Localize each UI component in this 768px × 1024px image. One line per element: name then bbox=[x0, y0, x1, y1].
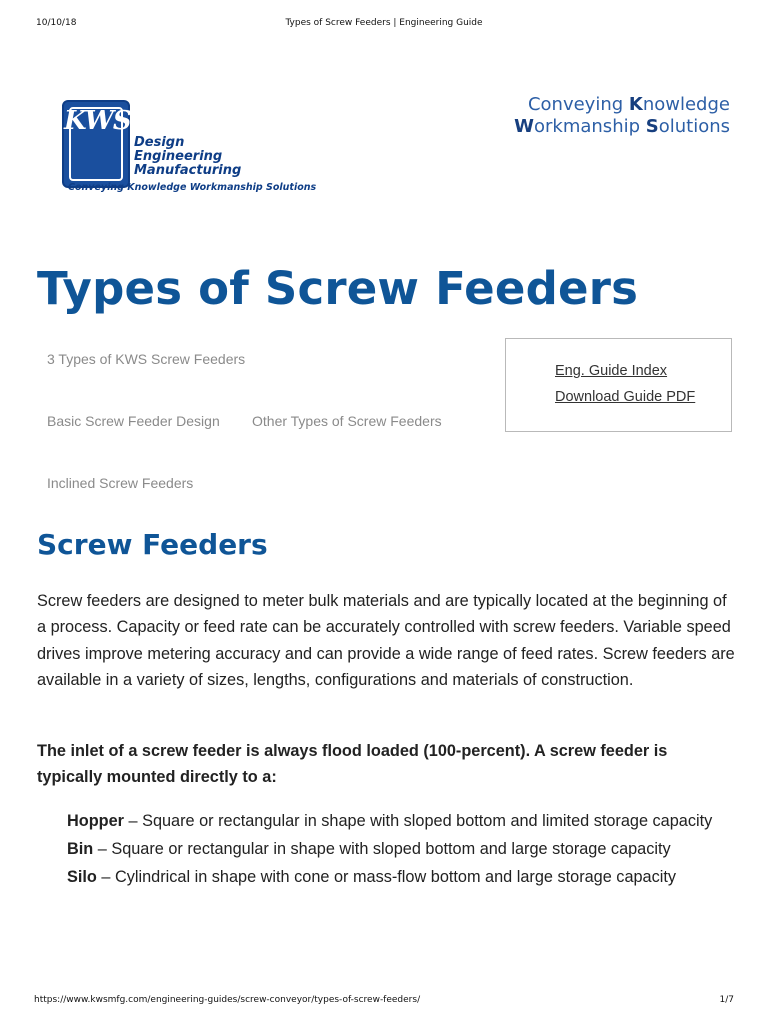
list-item-bin: Bin – Square or rectangular in shape with sloped bottom and large storage capacity bbox=[67, 840, 671, 858]
toc-link-other-types[interactable]: Other Types of Screw Feeders bbox=[252, 413, 442, 429]
print-title: Types of Screw Feeders | Engineering Guide bbox=[285, 18, 483, 28]
section-heading: Screw Feeders bbox=[37, 528, 268, 561]
logo-letters: KWS bbox=[64, 106, 131, 136]
guide-links-box bbox=[505, 338, 732, 432]
logo-word-engineering: Engineering bbox=[134, 149, 223, 164]
mounting-list bbox=[67, 810, 737, 894]
list-item-hopper: Hopper – Square or rectangular in shape with sloped bottom and limited storage capacity bbox=[67, 812, 713, 830]
page-number: 1/7 bbox=[719, 995, 734, 1005]
slogan-s: S bbox=[645, 116, 659, 137]
download-guide-pdf-link[interactable]: Download Guide PDF bbox=[555, 389, 696, 405]
print-date: 10/10/18 bbox=[36, 18, 77, 28]
toc-link-basic-design[interactable]: Basic Screw Feeder Design bbox=[47, 413, 220, 429]
logo-tagline: Conveying Knowledge Workmanship Solutions bbox=[68, 182, 317, 193]
slogan-w: W bbox=[514, 116, 534, 137]
intro-paragraph: Screw feeders are designed to meter bulk materials and are typically located at the beginning of a process. Capacity or feed rate can be accurately controlled with screw feeders. Variable speed drives improve metering accuracy and can provide a wide range of feed rates. Screw feeders are available in a variety of sizes, lengths, configurations and materials of construction. bbox=[37, 592, 735, 689]
slogan-olutions: olutions bbox=[658, 116, 730, 137]
slogan-k: K bbox=[628, 94, 643, 115]
toc-link-kws-screw-feeders[interactable]: 3 Types of KWS Screw Feeders bbox=[47, 351, 246, 367]
toc-link-inclined[interactable]: Inclined Screw Feeders bbox=[47, 475, 194, 491]
slogan-nowledge: nowledge bbox=[642, 94, 730, 115]
eng-guide-index-link[interactable]: Eng. Guide Index bbox=[555, 363, 668, 379]
logo-words bbox=[134, 136, 241, 178]
slogan-orkmanship: orkmanship bbox=[534, 116, 646, 137]
kws-logo-mark bbox=[62, 100, 130, 188]
slogan-conveying: Conveying bbox=[527, 94, 629, 115]
print-url: https://www.kwsmfg.com/engineering-guides/screw-conveyor/types-of-screw-feeders/ bbox=[34, 995, 421, 1005]
kws-logo[interactable] bbox=[62, 100, 322, 200]
page-title: Types of Screw Feeders bbox=[37, 262, 639, 315]
logo-word-design: Design bbox=[134, 135, 185, 150]
logo-word-manufacturing: Manufacturing bbox=[134, 163, 242, 178]
header-slogan bbox=[514, 94, 730, 138]
list-item-silo: Silo – Cylindrical in shape with cone or mass-flow bottom and large storage capacity bbox=[67, 868, 677, 886]
inlet-lead-text: The inlet of a screw feeder is always flood loaded (100-percent). A screw feeder is typically mounted directly to a: bbox=[37, 742, 668, 787]
